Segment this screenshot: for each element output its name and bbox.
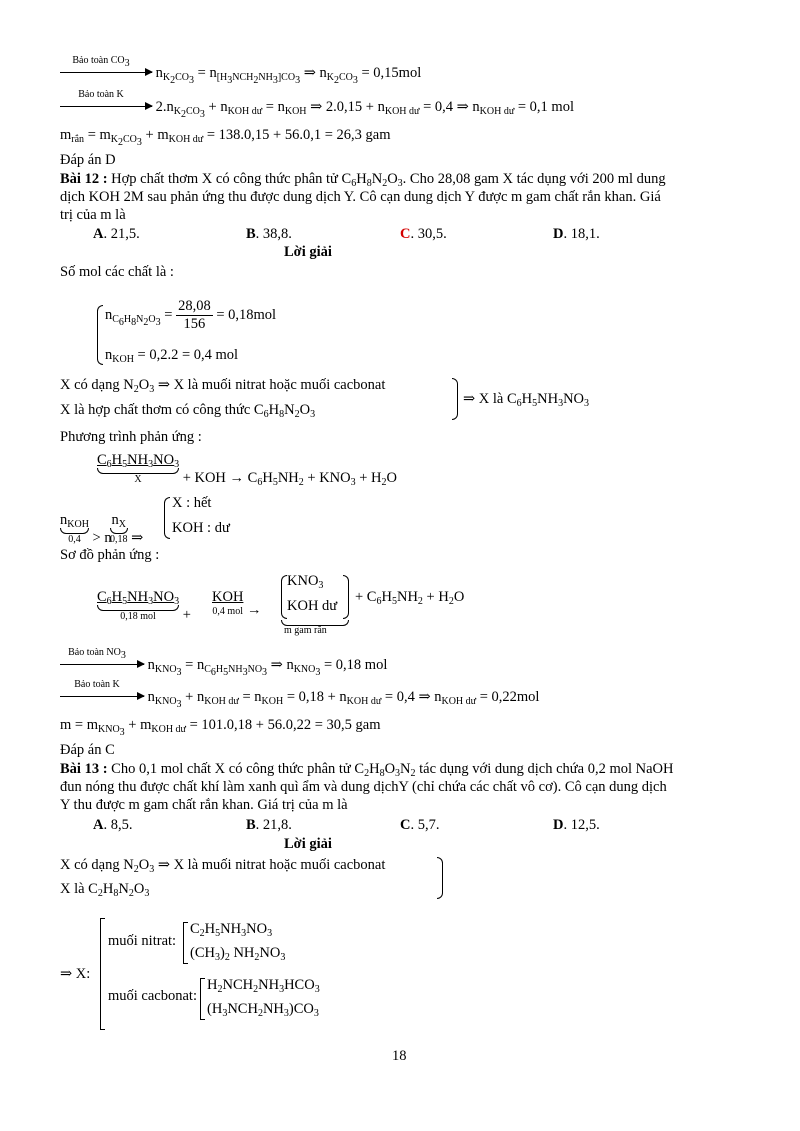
page-number: 18 <box>392 1048 407 1064</box>
nitrat-label: muối nitrat: <box>108 933 177 949</box>
bai13-text-line1: Bài 13 : Cho 0,1 mol chất X có công thức phân tử $C_2H_8O_3N_2$ tác dụng với dung dịch chứa 0,2 mol NaOH <box>60 761 674 779</box>
bai13-form-line2: X là $C_2H_8N_2O_3$ <box>60 881 150 899</box>
nitrat-formula-2: $(CH_3)_2$ $NH_2NO_3$ <box>190 945 286 963</box>
bai12-option-c: C. 30,5. <box>400 226 447 242</box>
bai13-form-line1: X có dạng $N_2O_3$ ⇒ X là muối nitrat hoặc muối cacbonat <box>60 857 386 875</box>
bai12-form-result: ⇒ X là $C_6H_5NH_3NO_3$ <box>463 391 590 409</box>
bai12-text-line1: Bài 12 : Hợp chất thơm X có công thức phân tử $C_6H_8N_2O_3$. Cho 28,08 gam X tác dụng với 200 ml dung <box>60 171 666 189</box>
moles-brace <box>97 305 103 365</box>
bai12-sd-title: Sơ đồ phản ứng : <box>60 547 160 563</box>
bai12-text-line3: trị của m là <box>60 207 126 223</box>
conservation-no3-line: Bảo toàn $NO_3$ $n_{KNO_3} = n_{C_6H_5NH_3NO_3}$ ⇒ $n_{KNO_3} = 0,18$ mol <box>60 656 387 674</box>
bai13-text-line3: Y thu được m gam chất rắn khan. Giá trị của m là <box>60 797 348 813</box>
scheme-kno3: $KNO_3$ <box>287 573 324 591</box>
bai12-option-b: B. 38,8. <box>246 226 292 242</box>
bai12-moles-title: Số mol các chất là : <box>60 264 174 280</box>
bai12-pt-title: Phương trình phản ứng : <box>60 429 202 445</box>
nitrat-formula-1: $C_2H_5NH_3NO_3$ <box>190 921 273 939</box>
scheme-reactant2: KOH 0,4 mol → <box>212 589 262 618</box>
koh-du: KOH : dư <box>172 520 230 536</box>
cacbonat-label: muối cacbonat: <box>108 988 197 1004</box>
bai12-option-d: D. 18,1. <box>553 226 600 242</box>
x-het: X : hết <box>172 495 212 511</box>
bai13-solution-title: Lời giải <box>284 836 332 852</box>
bai13-option-c: C. 5,7. <box>400 817 440 833</box>
bai12-comparison-x: $n_X$ 0,18 ⇒ <box>110 512 144 546</box>
conservation-k-line: Bảo toàn K $2.n_{K_2CO_3} + n_{KOH dư} = n_{KOH}$ ⇒ $2.0,15 + n_{KOH dư} = 0,4$ ⇒ $n_{KOH dư} = 0,1$ mol <box>60 98 574 116</box>
bai12-text-line2: dịch KOH 2M sau phản ứng thu được dung dịch Y. Cô cạn dung dịch Y được m gam chất rắn khan. Giá <box>60 189 661 205</box>
outer-bracket <box>100 918 105 1030</box>
form-right-brace <box>452 378 458 420</box>
bai13-text-line2: đun nóng thu được chất khí làm xanh quì ẩm và dung dịchY (chỉ chứa các chất vô cơ). Cô cạn dung dịch <box>60 779 667 795</box>
bai12-form-line2: X là hợp chất thơm có công thức $C_6H_8N_2O_3$ <box>60 402 316 420</box>
bai13-x-prefix: ⇒ X: <box>60 966 91 982</box>
answer-c: Đáp án C <box>60 742 115 758</box>
conservation-co3-line: Bảo toàn $CO_3$ $n_{K_2CO_3} = n_{[H_3NCH_2NH_3]CO_3}$ ⇒ $n_{K_2CO_3} = 0,15mol$ <box>60 64 421 82</box>
bai12-option-a: A. 21,5. <box>93 226 140 242</box>
cacbonat-bracket <box>200 978 205 1020</box>
scheme-reactant1: $C_6H_5NH_3NO_3$ 0,18 mol + <box>97 589 191 623</box>
answer-d: Đáp án D <box>60 152 116 168</box>
solid-mass-line: $m_{rắn} = m_{K_2CO_3} + m_{KOH dư} = 138.0,15 + 56.0,1 = 26,3$ gam <box>60 127 391 148</box>
bai13-option-b: B. 21,8. <box>246 817 292 833</box>
bai13-option-a: A. 8,5. <box>93 817 133 833</box>
moles-x-line: $n_{C_6H_8N_2O_3}$ = $\frac{28,08}{156}$ = 0,18mol <box>105 298 277 332</box>
bai12-mass-line: $m = m_{KNO_3} + m_{KOH dư} = 101.0,18 + 56.0,22 = 30,5$ gam <box>60 717 381 738</box>
bai13-right-brace <box>437 857 443 899</box>
comparison-brace <box>164 497 170 539</box>
scheme-koh-du: KOH dư <box>287 598 338 614</box>
bai12-solution-title: Lời giải <box>284 244 332 260</box>
bai12-comparison: $n_{KOH}$ 0,4 > n <box>60 512 112 546</box>
bai13-option-d: D. 12,5. <box>553 817 600 833</box>
scheme-right-brace <box>343 575 349 619</box>
cacbonat-formula-2: $(H_3NCH_2NH_3)CO_3$ <box>207 1001 319 1019</box>
conservation-k2-line: Bảo toàn K $n_{KNO_3} + n_{KOH dư} = n_{KOH} = 0,18 + n_{KOH dư} = 0,4$ ⇒ $n_{KOH dư} = 0,22mol$ <box>60 688 539 706</box>
scheme-products: + $C_6H_5NH_2 + H_2O$ <box>355 589 465 607</box>
moles-koh-line: $n_{KOH} = 0,2.2 = 0,4$ mol <box>105 347 239 365</box>
bai12-reaction: $C_6H_5NH_3NO_3$ X + KOH → $C_6H_5NH_2 + KNO_3 + H_2O$ <box>97 452 397 488</box>
nitrat-bracket <box>183 922 188 964</box>
cacbonat-formula-1: $H_2NCH_2NH_3HCO_3$ <box>207 977 320 995</box>
bai12-form-line1: X có dạng $N_2O_3$ ⇒ X là muối nitrat hoặc muối cacbonat <box>60 377 386 395</box>
scheme-mran: m gam rắn <box>284 625 327 636</box>
